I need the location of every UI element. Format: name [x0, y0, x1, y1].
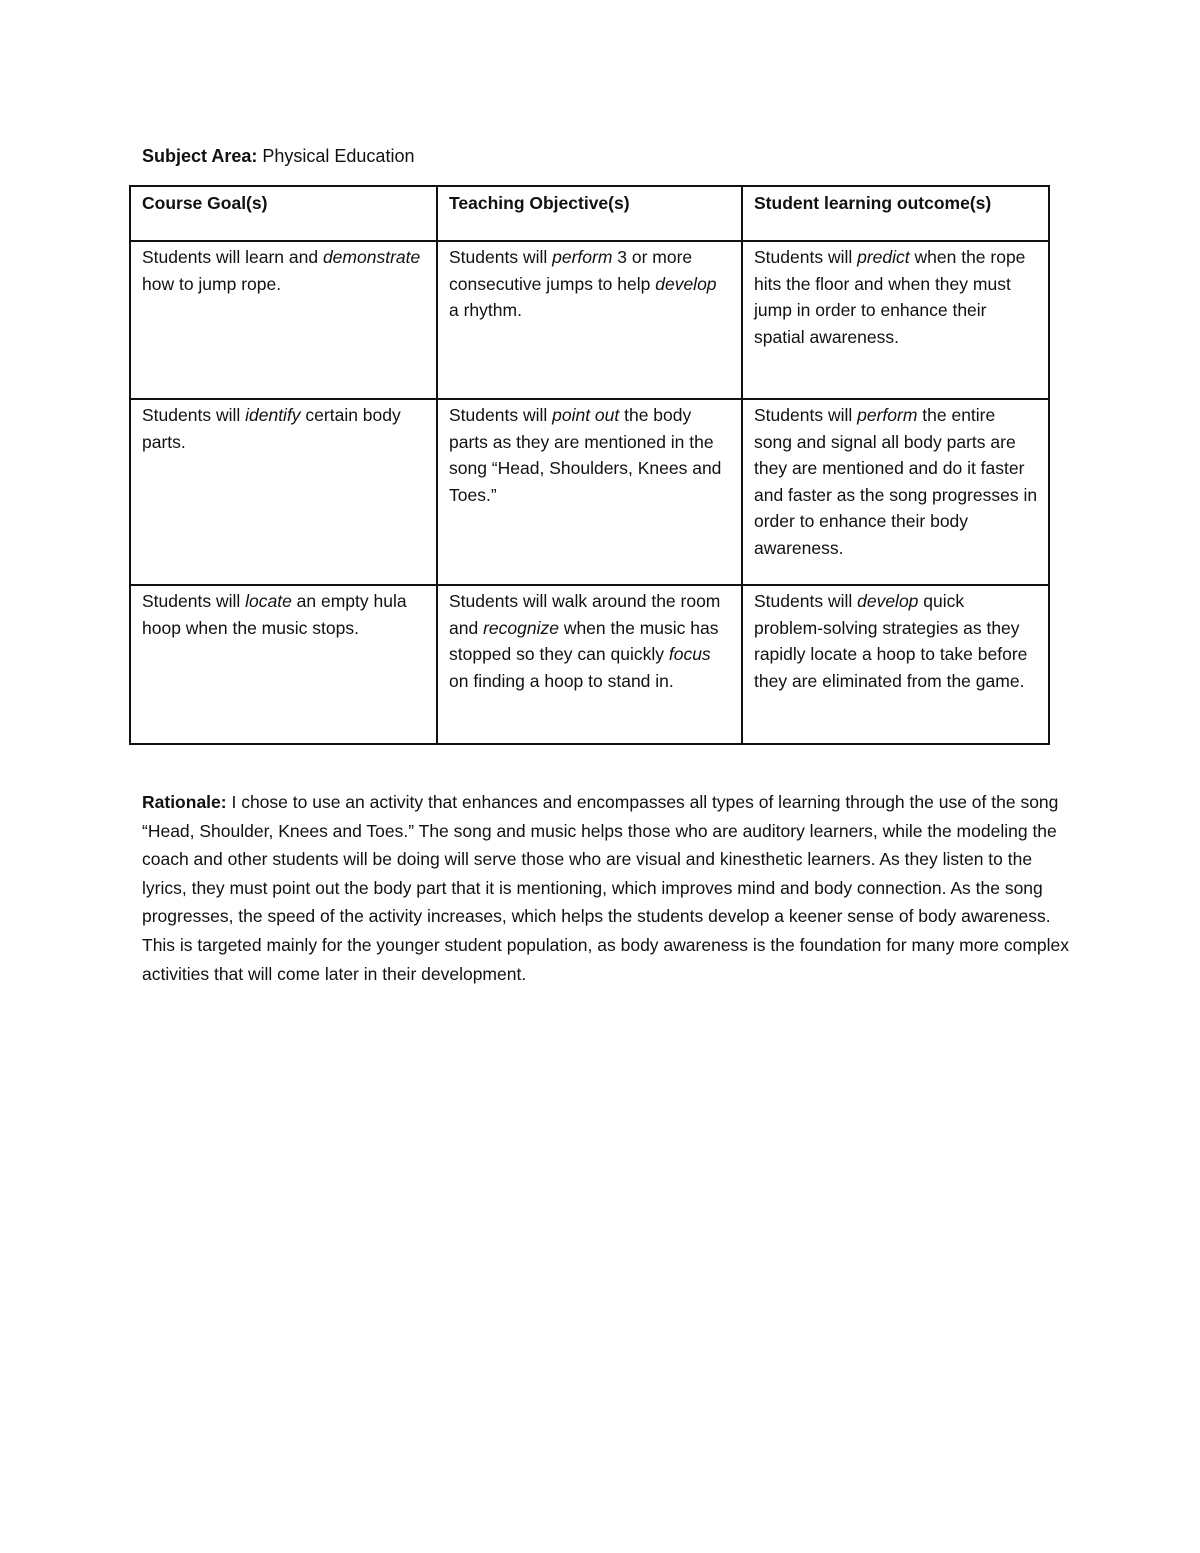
cell-text: quick problem-solving strategies as they rapidly locate a hoop to take before they are eliminated from the game.	[754, 591, 1028, 691]
cell-text: the body parts as they are mentioned in the song “Head, Shoulders, Knees and Toes.”	[449, 405, 722, 505]
emphasized-verb: focus	[668, 644, 711, 664]
subject-area-label: Subject Area:	[142, 146, 258, 166]
objectives-table	[129, 185, 1050, 745]
cell-text: Students will	[142, 405, 246, 425]
cell-text: Students will	[449, 405, 553, 425]
table-cell	[437, 585, 742, 744]
cell-text: Students will	[754, 591, 858, 611]
cell-text: Students will	[142, 591, 246, 611]
subject-area-value: Physical Education	[257, 146, 415, 166]
cell-text: when the music has stopped so they can quickly	[449, 617, 719, 664]
subject-area-line	[142, 144, 414, 168]
rationale-text: I chose to use an activity that enhances and encompasses all types of learning through the use of the song “Head, Shoulder, Knees and Toes.” The song and music helps those who are auditory learners, while the modeling the coach and other students will be doing will serve those who are visual and kinesthetic learners. As they listen to the lyrics, they must point out the body part that it is mentioning, which improves mind and body connection. As the song progresses, the speed of the activity increases, which helps the students develop a keener sense of body awareness. This is targeted mainly for the younger student population, as body awareness is the foundation for many more complex activities that will come later in their development.	[142, 792, 1070, 984]
table-cell	[130, 241, 437, 399]
header-course-goals: Course Goal(s)	[130, 186, 437, 241]
cell-text: certain body parts.	[142, 405, 401, 452]
cell-text: on finding a hoop to stand in.	[449, 670, 674, 691]
cell-text: how to jump rope.	[142, 273, 282, 294]
table-cell	[437, 241, 742, 399]
emphasized-verb: recognize	[483, 617, 559, 638]
table-header-row	[130, 186, 1049, 241]
emphasized-verb: locate	[245, 591, 292, 611]
emphasized-verb: point out	[552, 405, 620, 425]
cell-text: Students will learn and	[142, 247, 323, 267]
cell-text: 3 or more consecutive jumps to help	[449, 247, 693, 294]
cell-text: Students will	[449, 247, 553, 267]
header-teaching-objectives: Teaching Objective(s)	[437, 186, 742, 241]
rationale-label: Rationale:	[142, 792, 227, 812]
table-cell	[742, 399, 1049, 585]
cell-text: when the rope hits the floor and when they must jump in order to enhance their spatial awareness.	[754, 247, 1026, 347]
emphasized-verb: identify	[245, 405, 301, 425]
emphasized-verb: perform	[857, 405, 918, 425]
table-row	[130, 399, 1049, 585]
cell-text: a rhythm.	[449, 300, 522, 320]
table-cell	[130, 399, 437, 585]
table-cell	[742, 585, 1049, 744]
cell-text: the entire song and signal all body parts are they are mentioned and do it faster and faster as the song progresses in order to enhance their body awareness.	[754, 405, 1038, 558]
emphasized-verb: develop	[655, 273, 717, 294]
rationale-paragraph	[142, 788, 1072, 988]
emphasized-verb: predict	[857, 247, 910, 267]
cell-text: Students will	[754, 247, 858, 267]
table-cell	[742, 241, 1049, 399]
table-cell	[437, 399, 742, 585]
cell-text: Students will	[754, 405, 858, 425]
header-learning-outcomes: Student learning outcome(s)	[742, 186, 1049, 241]
table-row	[130, 585, 1049, 744]
cell-text: an empty hula hoop when the music stops.	[142, 591, 407, 638]
cell-text: Students will walk around the room and	[449, 591, 721, 638]
emphasized-verb: demonstrate	[322, 247, 421, 267]
table-cell	[130, 585, 437, 744]
table-row	[130, 241, 1049, 399]
emphasized-verb: develop	[857, 591, 919, 611]
emphasized-verb: perform	[552, 247, 613, 267]
